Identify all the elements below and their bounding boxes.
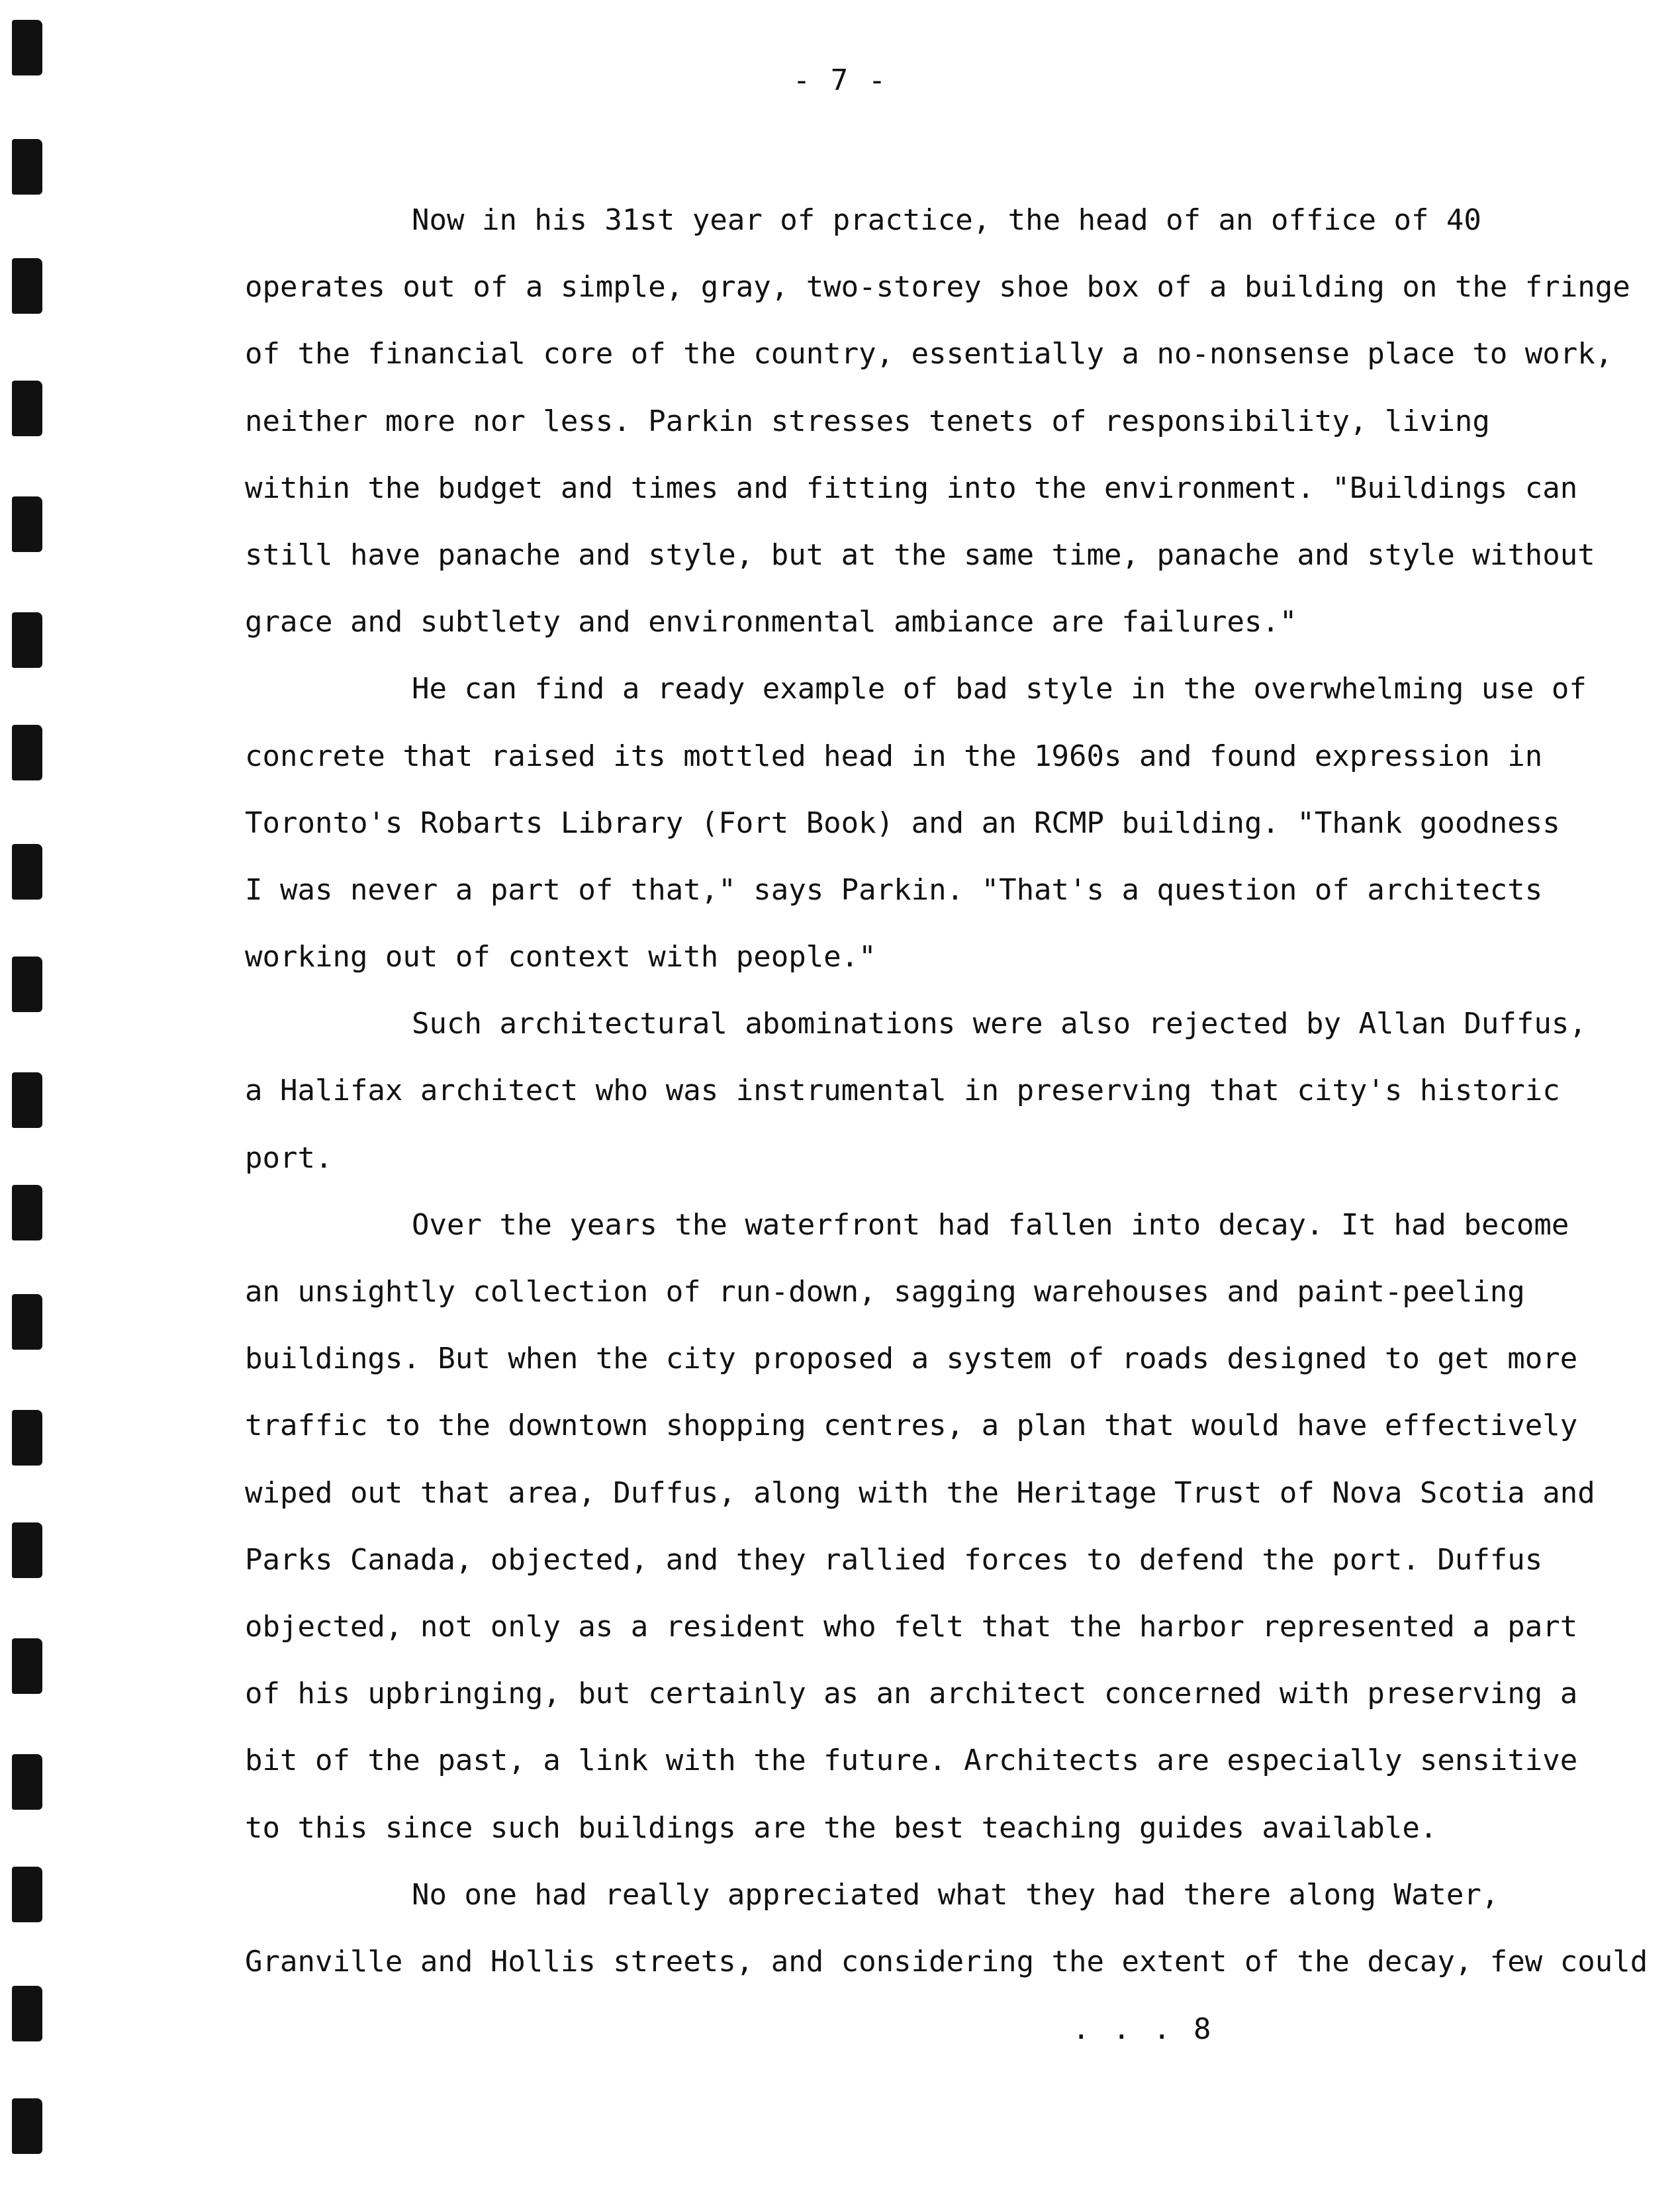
- text-line: Such architectural abominations were also rejected by Allan Duffus,: [412, 1007, 1587, 1041]
- text-line: an unsightly collection of run-down, sagging warehouses and paint-peeling: [245, 1275, 1525, 1309]
- binding-hole-mark: [12, 725, 42, 780]
- page-number: - 7 -: [792, 64, 888, 97]
- text-line: of his upbringing, but certainly as an architect concerned with preserving a: [245, 1677, 1578, 1711]
- binding-hole-mark: [12, 1986, 42, 2041]
- text-line: wiped out that area, Duffus, along with the Heritage Trust of Nova Scotia and: [245, 1475, 1595, 1510]
- binding-hole-mark: [12, 1185, 42, 1240]
- text-line: to this since such buildings are the best teaching guides available.: [245, 1810, 1438, 1845]
- binding-hole-mark: [12, 2098, 42, 2154]
- binding-hole-mark: [12, 258, 42, 314]
- text-line: grace and subtlety and environmental ambiance are failures.": [245, 605, 1297, 639]
- body-text: [245, 187, 1648, 1995]
- text-line: a Halifax architect who was instrumental in preserving that city's historic: [245, 1074, 1560, 1108]
- binding-hole-mark: [12, 1638, 42, 1694]
- binding-hole-mark: [12, 1867, 42, 1922]
- binding-hole-mark: [12, 1294, 42, 1350]
- binding-hole-mark: [12, 612, 42, 668]
- text-line: No one had really appreciated what they had there along Water,: [412, 1877, 1499, 1912]
- text-line: Granville and Hollis streets, and considering the extent of the decay, few could: [245, 1944, 1648, 1979]
- binding-hole-mark: [12, 1522, 42, 1578]
- text-line: bit of the past, a link with the future. Architects are especially sensitive: [245, 1744, 1578, 1778]
- binding-hole-mark: [12, 496, 42, 552]
- text-line: Toronto's Robarts Library (Fort Book) and an RCMP building. "Thank goodness: [245, 806, 1560, 840]
- binding-hole-mark: [12, 1410, 42, 1466]
- text-line: objected, not only as a resident who felt that the harbor represented a part: [245, 1609, 1578, 1644]
- text-line: neither more nor less. Parkin stresses tenets of responsibility, living: [245, 404, 1490, 438]
- text-line: He can find a ready example of bad style in the overwhelming use of: [412, 672, 1587, 706]
- binding-hole-mark: [12, 1754, 42, 1810]
- text-line: still have panache and style, but at the same time, panache and style without: [245, 537, 1595, 572]
- binding-hole-mark: [12, 1072, 42, 1128]
- text-line: operates out of a simple, gray, two-storey shoe box of a building on the fringe: [245, 270, 1630, 304]
- binding-hole-mark: [12, 957, 42, 1012]
- text-line: working out of context with people.": [245, 940, 876, 974]
- text-line: Parks Canada, objected, and they rallied forces to defend the port. Duffus: [245, 1542, 1543, 1577]
- text-line: buildings. But when the city proposed a system of roads designed to get more: [245, 1342, 1578, 1376]
- binding-hole-mark: [12, 844, 42, 900]
- text-line: port.: [245, 1141, 333, 1175]
- continuation-marker: . . . 8: [1072, 2012, 1214, 2046]
- text-line: of the financial core of the country, essentially a no-nonsense place to work,: [245, 337, 1613, 371]
- text-line: I was never a part of that," says Parkin. "That's a question of architects: [245, 872, 1543, 907]
- text-line: traffic to the downtown shopping centres, a plan that would have effectively: [245, 1409, 1578, 1443]
- text-line: concrete that raised its mottled head in the 1960s and found expression in: [245, 739, 1543, 773]
- binding-hole-mark: [12, 381, 42, 436]
- text-line: within the budget and times and fitting into the environment. "Buildings can: [245, 471, 1578, 505]
- text-line: Now in his 31st year of practice, the head of an office of 40: [412, 203, 1481, 237]
- binding-hole-mark: [12, 139, 42, 195]
- text-line: Over the years the waterfront had fallen into decay. It had become: [412, 1207, 1569, 1242]
